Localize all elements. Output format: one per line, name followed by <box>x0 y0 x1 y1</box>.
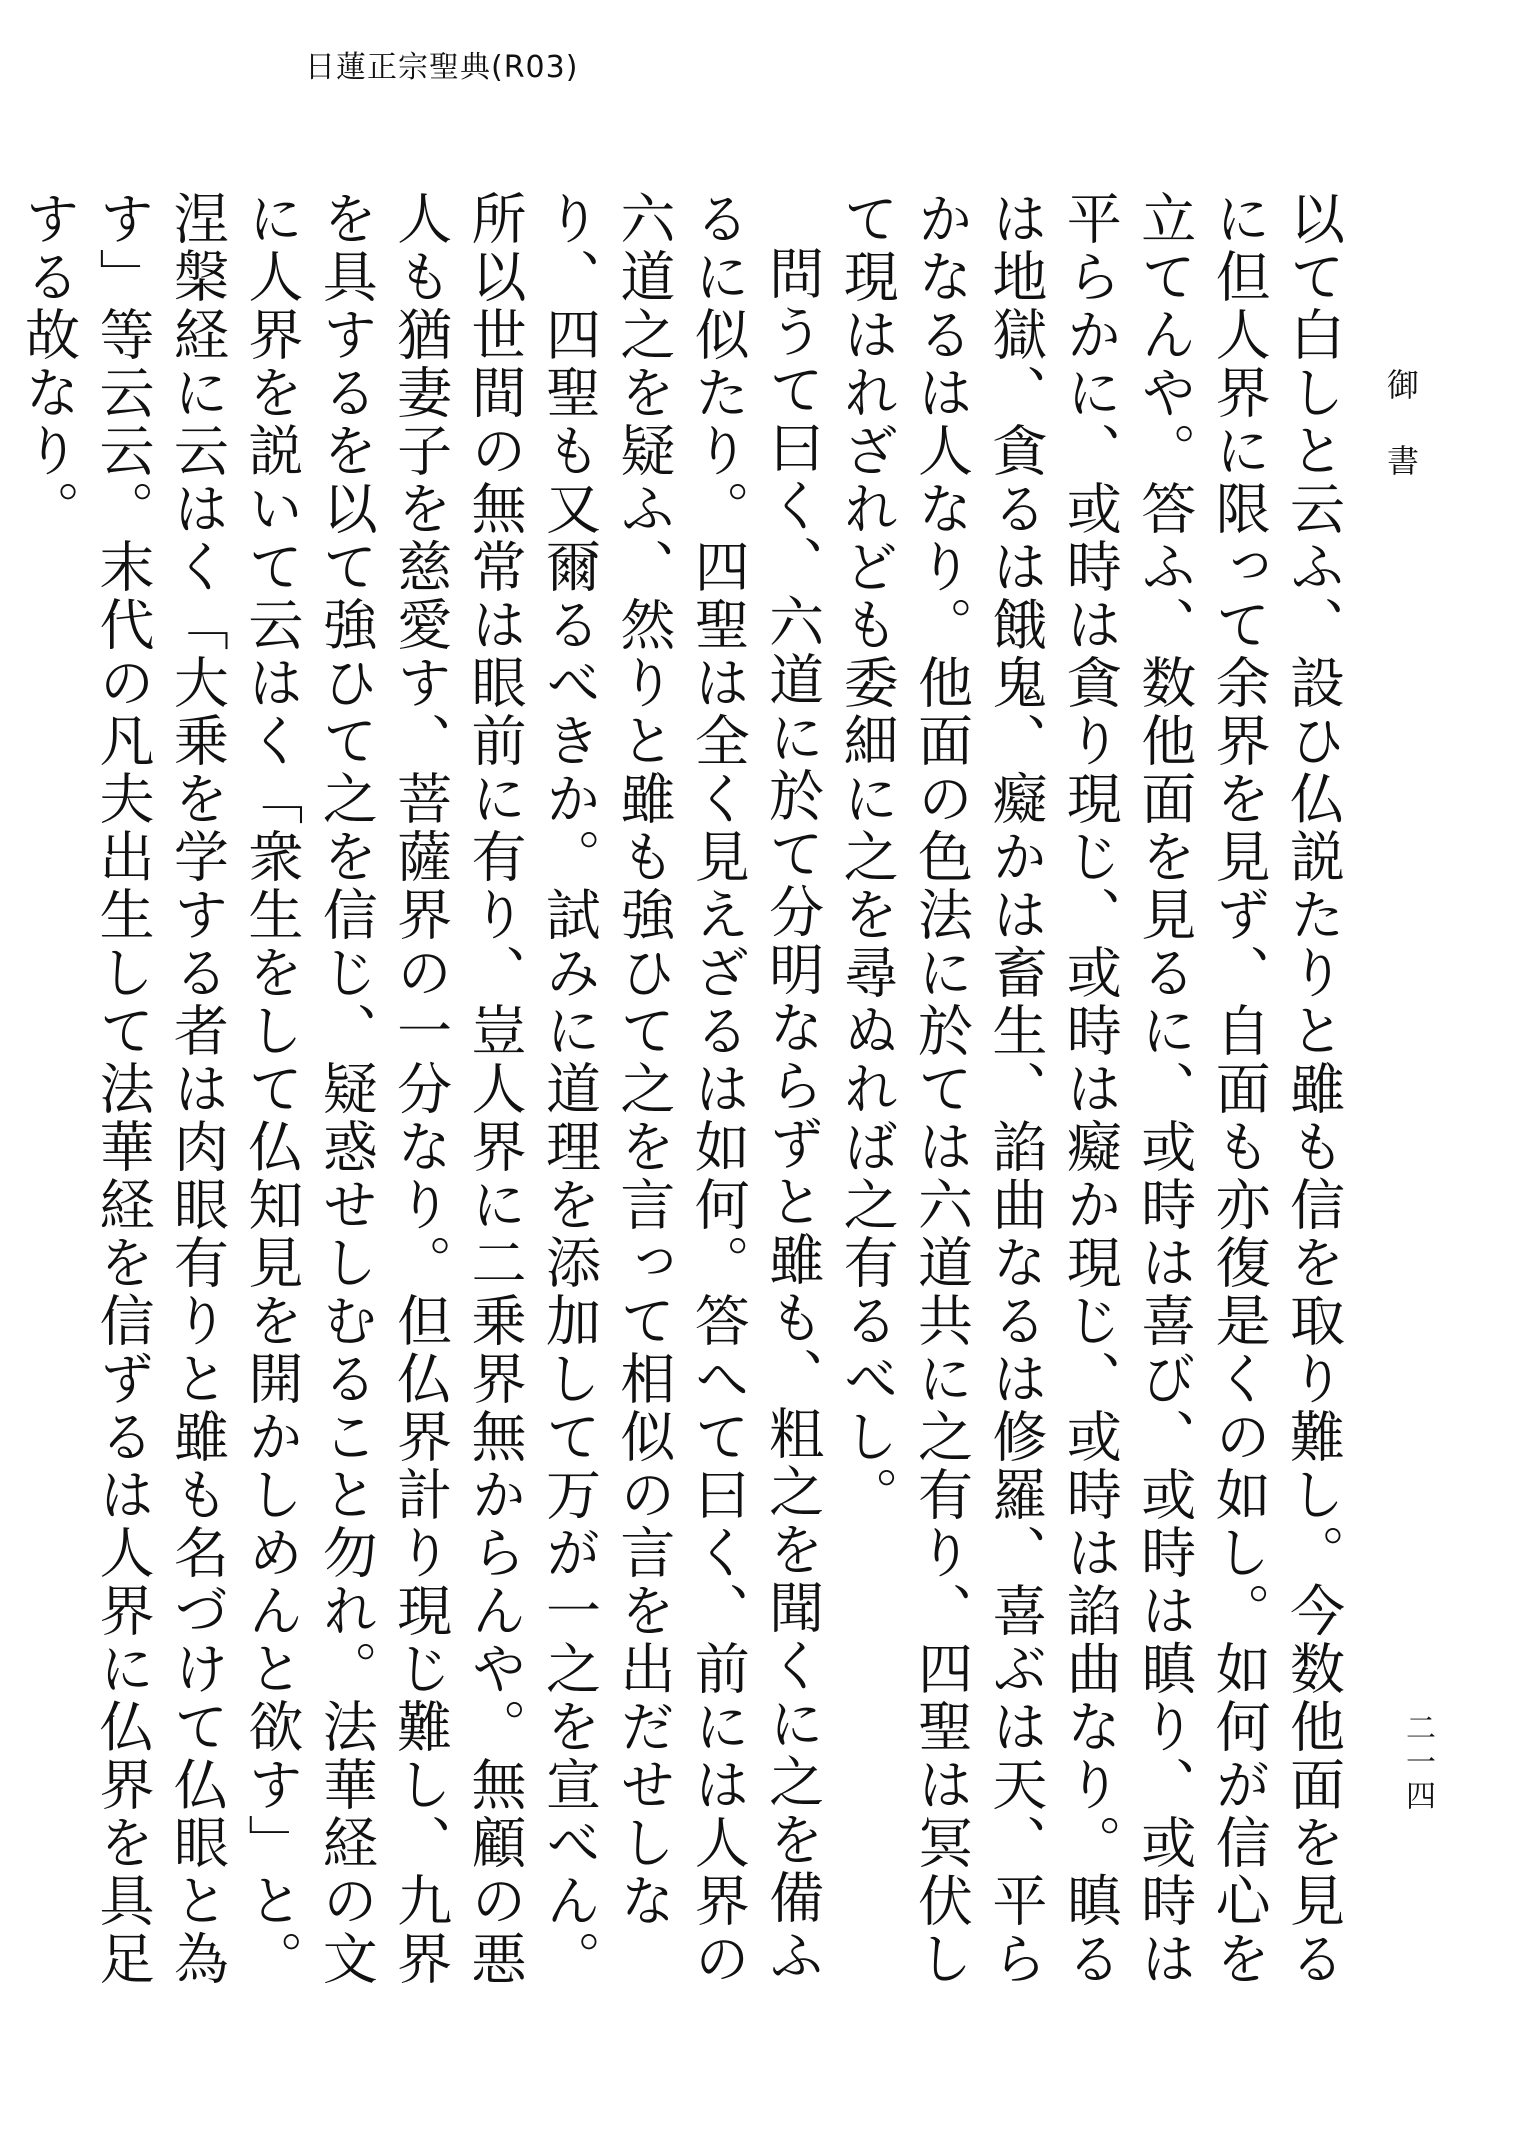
body-paragraph: 以て白しと云ふ、設ひ仏説たりと雖も信を取り難し。今数他面を見るに但人界に限って余界を見ず、自面も亦復是くの如し。如何が信心を立てんや。答ふ、数他面を見るに、或時は喜び、或時は瞋り、或時は平らかに、或時は貪り現じ、或時は癡か現じ、或時は諂曲なり。瞋るは地獄、貪るは餓鬼、癡かは畜生、諂曲なるは修羅、喜ぶは天、平らかなるは人なり。他面の色法に於ては六道共に之有り、四聖は冥伏して現はれざれども委細に之を尋ぬれば之有るべし。 <box>834 190 1345 1988</box>
body-paragraph: 問うて曰く、六道に於て分明ならずと雖も、粗之を聞くに之を備ふるに似たり。四聖は全く見えざるは如何。答へて曰く、前には人界の六道之を疑ふ、然りと雖も強ひて之を言って相似の言を出だせしなり、四聖も又爾るべきか。試みに道理を添加して万が一之を宣べん。所以世間の無常は眼前に有り、豈人界に二乗界無からんや。無顧の悪人も猶妻子を慈愛す、菩薩界の一分なり。但仏界計り現じ難し、九界を具するを以て強ひて之を信じ、疑惑せしむること勿れ。法華経の文に人界を説いて云はく「衆生をして仏知見を開かしめんと欲す」と。涅槃経に云はく「大乗を学する者は肉眼有りと雖も名づけて仏眼と為す」等云云。末代の凡夫出生して法華経を信ずるは人界に仏界を具足する故なり。 <box>16 190 825 1988</box>
document-header-title: 日蓮正宗聖典(R03) <box>305 50 579 85</box>
vertical-body-text <box>16 190 1350 2000</box>
running-head-section: 御書 <box>1382 368 1420 520</box>
page-number: 二一四 <box>1400 1712 1435 1814</box>
